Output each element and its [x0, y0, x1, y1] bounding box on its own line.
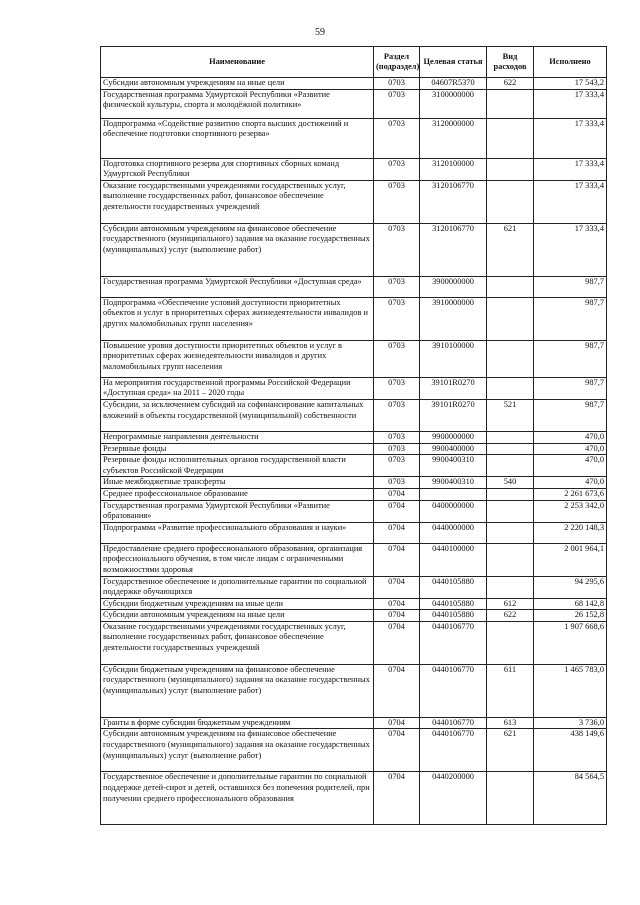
row-target: 04607R5370: [420, 78, 487, 90]
row-name: Государственное обеспечение и дополнительные гарантии по социальной поддержке обучающихся: [101, 576, 374, 598]
table-row: [101, 89, 607, 118]
table-row: [101, 399, 607, 431]
row-expense-type: 613: [487, 717, 534, 729]
header-section: Раздел (подраздел): [374, 47, 420, 78]
row-section: 0703: [374, 443, 420, 455]
row-amount: 2 001 964,1: [534, 543, 607, 576]
row-amount: 17 543,2: [534, 78, 607, 90]
row-expense-type: 611: [487, 664, 534, 717]
row-expense-type: [487, 89, 534, 118]
row-target: 3900000000: [420, 276, 487, 297]
row-amount: 2 261 673,6: [534, 488, 607, 500]
row-section: 0703: [374, 399, 420, 431]
row-expense-type: [487, 377, 534, 399]
row-name: Государственная программа Удмуртской Республики «Развитие физической культуры, спорта и молодёжной политики»: [101, 89, 374, 118]
row-section: 0704: [374, 621, 420, 664]
row-section: 0703: [374, 377, 420, 399]
table-row: [101, 340, 607, 377]
row-expense-type: 621: [487, 729, 534, 772]
row-amount: 94 295,6: [534, 576, 607, 598]
table-header-row: [101, 47, 607, 78]
row-target: [420, 488, 487, 500]
table-row: [101, 276, 607, 297]
row-amount: 987,7: [534, 377, 607, 399]
row-section: 0704: [374, 522, 420, 543]
header-target: Целевая статья: [420, 47, 487, 78]
row-target: 3120000000: [420, 118, 487, 158]
row-amount: 987,7: [534, 297, 607, 340]
row-target: 0440000000: [420, 522, 487, 543]
row-amount: 987,7: [534, 399, 607, 431]
budget-table: [100, 46, 607, 825]
row-expense-type: [487, 455, 534, 477]
row-name: Государственная программа Удмуртской Республики «Развитие образования»: [101, 500, 374, 522]
row-expense-type: [487, 500, 534, 522]
header-name: Наименование: [101, 47, 374, 78]
table-row: [101, 297, 607, 340]
row-expense-type: [487, 180, 534, 223]
row-name: Гранты в форме субсидии бюджетным учреждениям: [101, 717, 374, 729]
row-expense-type: [487, 543, 534, 576]
row-section: 0703: [374, 78, 420, 90]
row-section: 0703: [374, 223, 420, 276]
row-amount: 17 333,4: [534, 180, 607, 223]
row-name: Подготовка спортивного резерва для спортивных сборных команд Удмуртской Республики: [101, 158, 374, 180]
row-name: Субсидии бюджетным учреждениям на иные цели: [101, 598, 374, 610]
row-target: 0440106770: [420, 729, 487, 772]
row-section: 0704: [374, 576, 420, 598]
row-target: 9900400000: [420, 443, 487, 455]
row-name: Субсидии автономным учреждениям на финансовое обеспечение государственного (муниципального) задания на оказание государственных (муниципальных) услуг (выполнение работ): [101, 729, 374, 772]
row-name: Среднее профессиональное образование: [101, 488, 374, 500]
header-expense-type: Вид расходов: [487, 47, 534, 78]
row-amount: 17 333,4: [534, 89, 607, 118]
row-name: Резервные фонды: [101, 443, 374, 455]
row-name: Субсидии автономным учреждениям на финансовое обеспечение государственного (муниципального) задания на оказание государственных (муниципальных) услуг (выполнение работ): [101, 223, 374, 276]
table-row: [101, 118, 607, 158]
row-expense-type: [487, 276, 534, 297]
row-target: 3910000000: [420, 297, 487, 340]
table-row: [101, 621, 607, 664]
row-name: Предоставление среднего профессионального образования, организация профессионального обучения, в том числе лицам с ограниченными возможностями здоровья: [101, 543, 374, 576]
row-expense-type: 622: [487, 610, 534, 622]
row-target: 3100000000: [420, 89, 487, 118]
table-row: [101, 488, 607, 500]
row-target: 0400000000: [420, 500, 487, 522]
row-expense-type: [487, 621, 534, 664]
row-amount: 1 465 783,0: [534, 664, 607, 717]
table-row: [101, 610, 607, 622]
row-name: Иные межбюджетные трансферты: [101, 477, 374, 489]
row-target: 9900400310: [420, 455, 487, 477]
row-name: Оказание государственными учреждениями государственных услуг, выполнение государственных работ, финансовое обеспечение деятельности государственных учреждений: [101, 180, 374, 223]
table-row: [101, 729, 607, 772]
row-target: 3120100000: [420, 158, 487, 180]
table-row: [101, 598, 607, 610]
table-row: [101, 443, 607, 455]
row-target: 3120106770: [420, 180, 487, 223]
row-section: 0703: [374, 118, 420, 158]
row-expense-type: 622: [487, 78, 534, 90]
row-section: 0703: [374, 158, 420, 180]
row-section: 0703: [374, 477, 420, 489]
table-row: [101, 431, 607, 443]
row-amount: 17 333,4: [534, 118, 607, 158]
row-expense-type: 621: [487, 223, 534, 276]
row-section: 0704: [374, 500, 420, 522]
row-target: 39101R0270: [420, 399, 487, 431]
row-expense-type: [487, 431, 534, 443]
row-section: 0704: [374, 543, 420, 576]
row-section: 0704: [374, 610, 420, 622]
table-row: [101, 664, 607, 717]
row-section: 0704: [374, 488, 420, 500]
row-amount: 84 564,5: [534, 772, 607, 825]
page-number: 59: [315, 27, 325, 38]
row-section: 0703: [374, 455, 420, 477]
row-name: Субсидии бюджетным учреждениям на финансовое обеспечение государственного (муниципального) задания на оказание государственных (муниципальных) услуг (выполнение работ): [101, 664, 374, 717]
row-amount: 3 736,0: [534, 717, 607, 729]
row-target: 0440106770: [420, 664, 487, 717]
row-name: Субсидии автономным учреждениям на иные цели: [101, 610, 374, 622]
row-expense-type: [487, 522, 534, 543]
row-name: Повышение уровня доступности приоритетных объектов и услуг в приоритетных сферах жизнедеятельности инвалидов и других маломобильных групп населения: [101, 340, 374, 377]
row-target: 0440100000: [420, 543, 487, 576]
row-name: Субсидии, за исключением субсидий на софинансирование капитальных вложений в объекты государственной (муниципальной) собственности: [101, 399, 374, 431]
row-amount: 438 149,6: [534, 729, 607, 772]
table-row: [101, 377, 607, 399]
table-row: [101, 180, 607, 223]
row-expense-type: 521: [487, 399, 534, 431]
table-row: [101, 500, 607, 522]
table-row: [101, 477, 607, 489]
row-section: 0703: [374, 297, 420, 340]
table-row: [101, 576, 607, 598]
row-amount: 1 907 668,6: [534, 621, 607, 664]
row-section: 0704: [374, 598, 420, 610]
row-expense-type: [487, 158, 534, 180]
table-row: [101, 772, 607, 825]
row-name: Подпрограмма «Развитие профессионального образования и науки»: [101, 522, 374, 543]
row-expense-type: 612: [487, 598, 534, 610]
row-expense-type: 540: [487, 477, 534, 489]
row-name: Оказание государственными учреждениями государственных услуг, выполнение государственных работ, финансовое обеспечение деятельности государственных учреждений: [101, 621, 374, 664]
row-target: 39101R0270: [420, 377, 487, 399]
row-target: 9900000000: [420, 431, 487, 443]
row-name: Непрограммные направления деятельности: [101, 431, 374, 443]
row-amount: 470,0: [534, 431, 607, 443]
table-row: [101, 223, 607, 276]
row-expense-type: [487, 118, 534, 158]
row-section: 0704: [374, 717, 420, 729]
row-section: 0704: [374, 729, 420, 772]
row-expense-type: [487, 443, 534, 455]
row-target: 3120106770: [420, 223, 487, 276]
row-amount: 2 253 342,0: [534, 500, 607, 522]
row-section: 0703: [374, 340, 420, 377]
row-amount: 17 333,4: [534, 158, 607, 180]
row-name: Подпрограмма «Содействие развитию спорта высших достижений и обеспечение подготовки спортивного резерва»: [101, 118, 374, 158]
row-amount: 470,0: [534, 455, 607, 477]
row-amount: 987,7: [534, 276, 607, 297]
row-section: 0704: [374, 772, 420, 825]
row-name: Субсидии автономным учреждениям на иные цели: [101, 78, 374, 90]
row-name: Государственное обеспечение и дополнительные гарантии по социальной поддержке детей-сирот и детей, оставшихся без попечения родителей, при получении среднего профессионального образования: [101, 772, 374, 825]
row-target: 3910100000: [420, 340, 487, 377]
header-amount: Исполнено: [534, 47, 607, 78]
table-row: [101, 522, 607, 543]
row-name: Подпрограмма «Обеспечение условий доступности приоритетных объектов и услуг в приоритетных сферах жизнедеятельности инвалидов и других маломобильных групп населения»: [101, 297, 374, 340]
table-row: [101, 543, 607, 576]
row-target: 0440105880: [420, 598, 487, 610]
row-section: 0703: [374, 89, 420, 118]
row-expense-type: [487, 488, 534, 500]
row-name: Резервные фонды исполнительных органов государственной власти субъектов Российской Федерации: [101, 455, 374, 477]
row-section: 0703: [374, 276, 420, 297]
row-name: На мероприятия государственной программы Российской Федерации «Доступная среда» на 2011 – 2020 годы: [101, 377, 374, 399]
row-amount: 68 142,8: [534, 598, 607, 610]
row-expense-type: [487, 772, 534, 825]
row-section: 0704: [374, 664, 420, 717]
row-amount: 2 220 148,3: [534, 522, 607, 543]
table-row: [101, 158, 607, 180]
row-target: 0440105880: [420, 576, 487, 598]
row-target: 0440106770: [420, 621, 487, 664]
row-target: 0440200000: [420, 772, 487, 825]
table-row: [101, 717, 607, 729]
row-name: Государственная программа Удмуртской Республики «Доступная среда»: [101, 276, 374, 297]
row-section: 0703: [374, 180, 420, 223]
row-amount: 987,7: [534, 340, 607, 377]
row-amount: 26 152,8: [534, 610, 607, 622]
row-target: 0440106770: [420, 717, 487, 729]
row-expense-type: [487, 576, 534, 598]
row-target: 9900400310: [420, 477, 487, 489]
table-row: [101, 78, 607, 90]
row-amount: 470,0: [534, 477, 607, 489]
row-amount: 17 333,4: [534, 223, 607, 276]
row-expense-type: [487, 297, 534, 340]
row-amount: 470,0: [534, 443, 607, 455]
row-target: 0440105880: [420, 610, 487, 622]
row-expense-type: [487, 340, 534, 377]
row-section: 0703: [374, 431, 420, 443]
table-row: [101, 455, 607, 477]
